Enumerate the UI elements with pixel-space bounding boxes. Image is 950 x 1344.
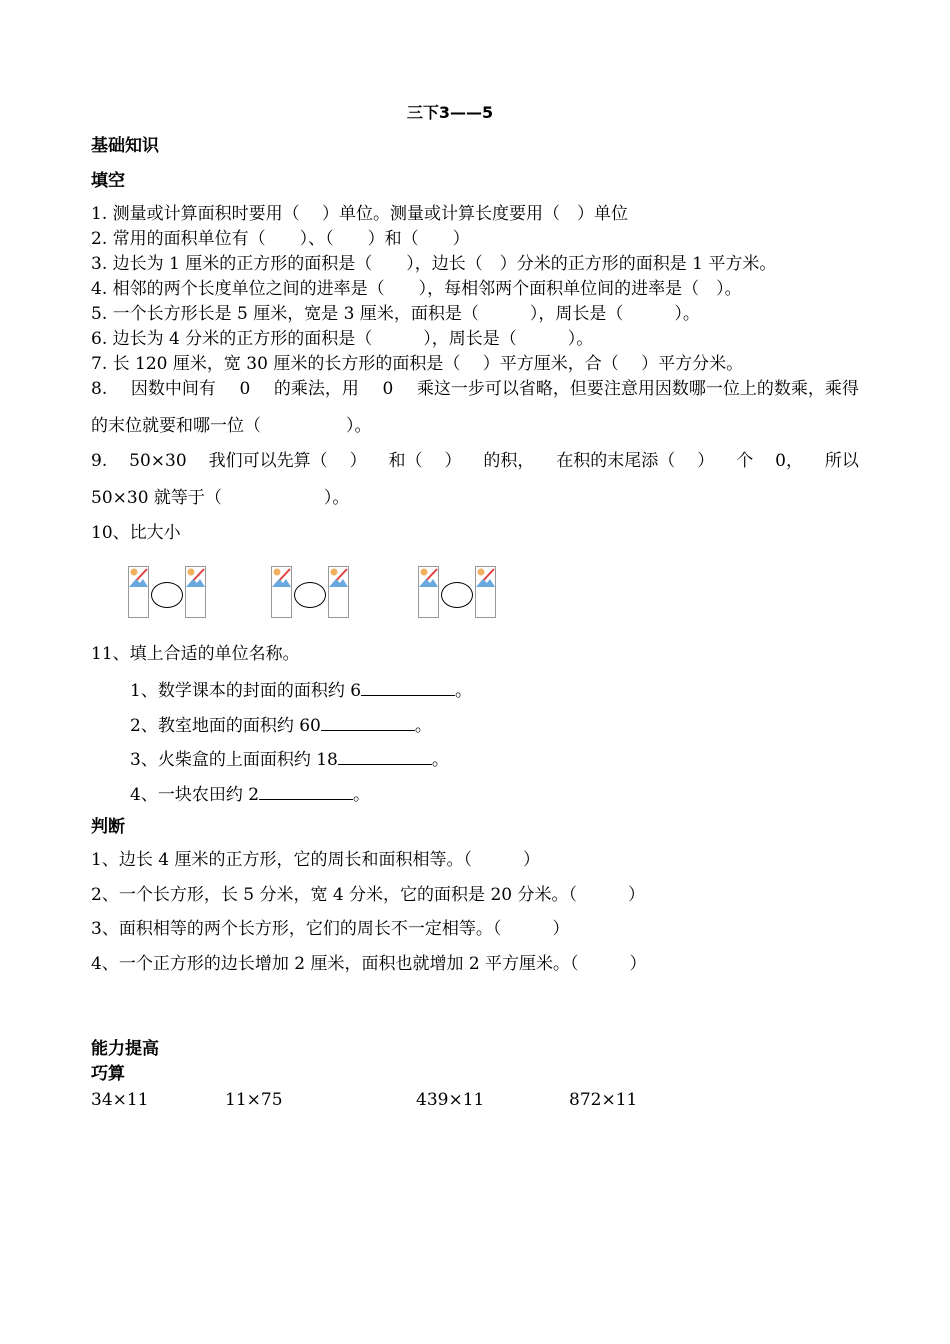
unit-item-end: 。 [455, 681, 473, 701]
unit-item-text: 4、一块农田约 2 [130, 785, 260, 805]
landscape-icon [186, 567, 205, 587]
fill-question-11: 11、填上合适的单位名称。 [91, 644, 300, 664]
q9-part: 和（ [388, 451, 423, 471]
compare-group-1 [128, 566, 208, 620]
page-title: 三下3——5 [406, 103, 494, 122]
fill-question-10: 10、比大小 [91, 523, 181, 543]
unit-item-end: 。 [431, 750, 449, 770]
q8-part: 8. [91, 379, 108, 399]
q9-part: 在积的末尾添（ [556, 451, 676, 471]
calc-item-4: 872×11 [569, 1090, 638, 1110]
q9-part: 我们可以先算（ [208, 451, 328, 471]
q9-part: 个 [736, 451, 754, 471]
compare-oval[interactable] [151, 582, 183, 608]
q8-part: 的乘法，用 [273, 379, 359, 399]
fill-question-2: 2. 常用的面积单位有（ ）、（ ）和（ ） [91, 229, 470, 249]
landscape-icon [419, 567, 438, 587]
q9-part: 0， [775, 451, 803, 471]
answer-blank[interactable] [259, 781, 353, 800]
answer-blank[interactable] [361, 677, 455, 696]
picture-card [418, 566, 439, 618]
picture-card [185, 566, 206, 618]
q9-part: ） [697, 451, 715, 471]
q9-part: 的积， [483, 451, 535, 471]
fill-heading: 填空 [91, 171, 125, 191]
calc-item-3: 439×11 [416, 1090, 485, 1110]
unit-item-4 [130, 781, 370, 807]
landscape-icon [329, 567, 348, 587]
compare-oval[interactable] [441, 582, 473, 608]
q8-part: 乘这一步可以省略，但要注意用因数哪一位上的数乘，乘得 [416, 379, 859, 399]
q8-part: 0 [239, 379, 251, 399]
landscape-icon [476, 567, 495, 587]
unit-item-end: 。 [414, 716, 432, 736]
judge-question-4: 4、一个正方形的边长增加 2 厘米，面积也就增加 2 平方厘米。（ ） [91, 954, 647, 974]
picture-card [328, 566, 349, 618]
unit-item-end: 。 [353, 785, 371, 805]
picture-card [271, 566, 292, 618]
fill-question-5: 5. 一个长方形长是 5 厘米，宽是 3 厘米，面积是（ ），周长是（ ）。 [91, 304, 700, 324]
picture-card [475, 566, 496, 618]
compare-oval[interactable] [294, 582, 326, 608]
picture-card [128, 566, 149, 618]
judge-question-2: 2、一个长方形，长 5 分米，宽 4 分米，它的面积是 20 分米。（ ） [91, 885, 646, 905]
q9-part: 9. [91, 451, 108, 471]
unit-item-text: 3、火柴盒的上面面积约 18 [130, 750, 338, 770]
compare-group-3 [418, 566, 498, 620]
calc-item-1: 34×11 [91, 1090, 149, 1110]
fill-question-8-line-2: 的末位就要和哪一位（ ）。 [91, 416, 372, 436]
q9-part: ） [444, 451, 462, 471]
q9-part: ） [349, 451, 367, 471]
judge-heading: 判断 [91, 817, 125, 837]
landscape-icon [129, 567, 148, 587]
section-basic-heading: 基础知识 [91, 136, 159, 156]
fill-question-7: 7. 长 120 厘米，宽 30 厘米的长方形的面积是（ ）平方厘米，合（ ）平方分米。 [91, 354, 744, 374]
fill-question-4: 4. 相邻的两个长度单位之间的进率是（ ），每相邻两个面积单位间的进率是（ ）。 [91, 279, 742, 299]
fill-question-6: 6. 边长为 4 分米的正方形的面积是（ ），周长是（ ）。 [91, 329, 594, 349]
q8-part: 0 [382, 379, 394, 399]
q9-part: 所以 [824, 451, 859, 471]
fill-question-1: 1. 测量或计算面积时要用（ ）单位。测量或计算长度要用（ ）单位 [91, 204, 629, 224]
unit-item-text: 1、数学课本的封面的面积约 6 [130, 681, 362, 701]
fill-question-9-line-2: 50×30 就等于（ ）。 [91, 488, 350, 508]
unit-item-3 [130, 746, 449, 772]
answer-blank[interactable] [321, 712, 415, 731]
answer-blank[interactable] [338, 746, 432, 765]
unit-item-1 [130, 677, 472, 703]
fill-question-3: 3. 边长为 1 厘米的正方形的面积是（ ），边长（ ）分米的正方形的面积是 1 平方米。 [91, 254, 777, 274]
unit-item-2 [130, 712, 432, 738]
fill-question-9-line-1 [91, 449, 859, 473]
fill-question-8-line-1 [91, 377, 859, 401]
judge-question-3: 3、面积相等的两个长方形，它们的周长不一定相等。（ ） [91, 919, 570, 939]
section-ability-heading: 能力提高 [91, 1039, 159, 1059]
landscape-icon [272, 567, 291, 587]
judge-question-1: 1、边长 4 厘米的正方形，它的周长和面积相等。（ ） [91, 850, 540, 870]
q8-part: 因数中间有 [130, 379, 216, 399]
q9-part: 50×30 [129, 451, 187, 471]
calc-heading: 巧算 [91, 1064, 125, 1084]
compare-group-2 [271, 566, 351, 620]
calc-item-2: 11×75 [225, 1090, 283, 1110]
unit-item-text: 2、教室地面的面积约 60 [130, 716, 321, 736]
